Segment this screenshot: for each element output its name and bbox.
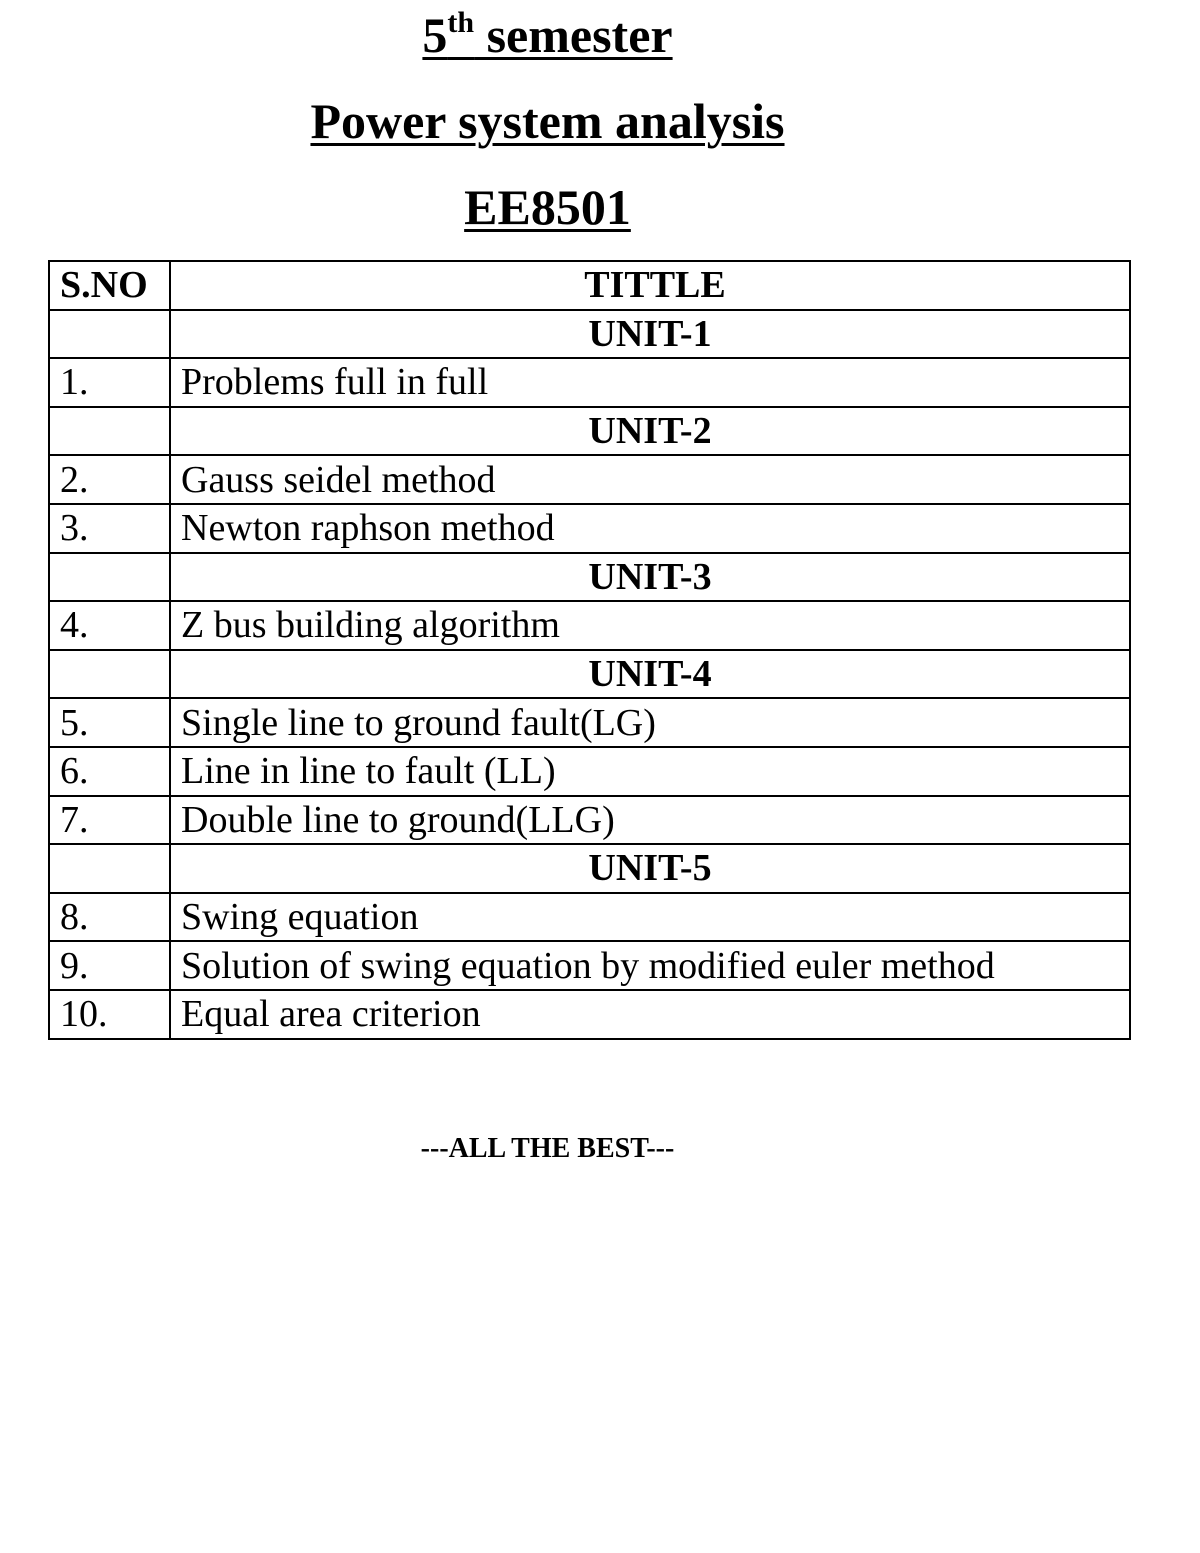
closing-message: ---ALL THE BEST--- (420, 1133, 675, 1164)
title-cell: Double line to ground(LLG) (170, 796, 1130, 845)
unit-row (49, 844, 1130, 893)
unit-sno-cell (49, 650, 170, 699)
semester-heading (0, 6, 1095, 63)
table-row (49, 698, 1130, 747)
sno-cell: 9. (49, 941, 170, 990)
table-row (49, 990, 1130, 1039)
unit-label: UNIT-1 (170, 310, 1130, 359)
subject-heading (0, 93, 1095, 149)
semester-number: 5 (422, 7, 448, 63)
sno-cell: 6. (49, 747, 170, 796)
table-header-row (49, 261, 1130, 310)
table-row (49, 941, 1130, 990)
table-row (49, 358, 1130, 407)
sno-cell: 2. (49, 455, 170, 504)
title-cell: Problems full in full (170, 358, 1130, 407)
sno-cell: 7. (49, 796, 170, 845)
unit-sno-cell (49, 407, 170, 456)
title-cell: Z bus building algorithm (170, 601, 1130, 650)
table-row (49, 796, 1130, 845)
unit-sno-cell (49, 553, 170, 602)
title-cell: Swing equation (170, 893, 1130, 942)
title-cell: Line in line to fault (LL) (170, 747, 1130, 796)
title-cell: Single line to ground fault(LG) (170, 698, 1130, 747)
table-row (49, 504, 1130, 553)
unit-row (49, 310, 1130, 359)
sno-cell: 4. (49, 601, 170, 650)
unit-label: UNIT-5 (170, 844, 1130, 893)
sno-cell: 1. (49, 358, 170, 407)
sno-cell: 3. (49, 504, 170, 553)
course-code: EE8501 (464, 179, 631, 235)
sno-cell: 5. (49, 698, 170, 747)
table-row (49, 601, 1130, 650)
semester-word: semester (474, 7, 673, 63)
table-row (49, 747, 1130, 796)
unit-label: UNIT-2 (170, 407, 1130, 456)
unit-label: UNIT-3 (170, 553, 1130, 602)
unit-sno-cell (49, 844, 170, 893)
table-row (49, 455, 1130, 504)
semester-suffix: th (447, 6, 475, 39)
title-cell: Equal area criterion (170, 990, 1130, 1039)
course-code-heading (0, 179, 1095, 235)
title-cell: Newton raphson method (170, 504, 1130, 553)
unit-row (49, 407, 1130, 456)
table-row (49, 893, 1130, 942)
title-cell: Gauss seidel method (170, 455, 1130, 504)
unit-row (49, 553, 1130, 602)
semester-heading-text (422, 7, 672, 63)
column-header-sno: S.NO (49, 261, 170, 310)
unit-label: UNIT-4 (170, 650, 1130, 699)
sno-cell: 10. (49, 990, 170, 1039)
syllabus-table (48, 260, 1131, 1040)
sno-cell: 8. (49, 893, 170, 942)
column-header-title: TITTLE (170, 261, 1130, 310)
unit-row (49, 650, 1130, 699)
subject-title: Power system analysis (310, 93, 785, 149)
title-cell: Solution of swing equation by modified euler method (170, 941, 1130, 990)
unit-sno-cell (49, 310, 170, 359)
